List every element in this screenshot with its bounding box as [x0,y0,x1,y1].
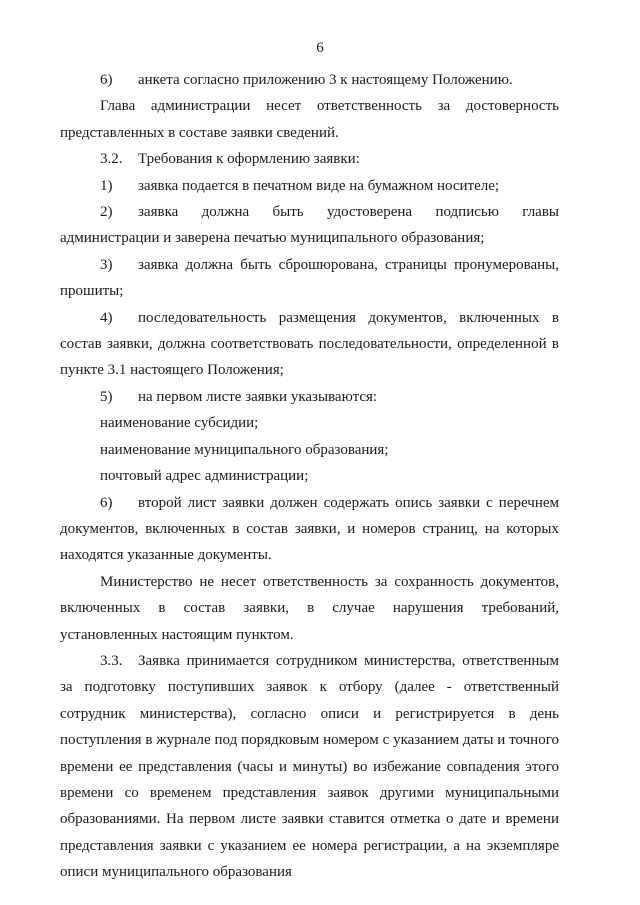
list-line: почтовый адрес администрации; [100,468,309,485]
paragraph-item-2 [60,199,559,252]
section-text: Заявка принимается сотрудником министерства, ответственным за подготовку поступивших заявок к отбору (далее - ответственный сотрудник министерства), согласно описи и регистрируется в день поступления в журнале под порядковым номером с указанием даты и точного времени ее представления (часы и минуты) во избежание совпадения этого времени со временем представления заявок другими муниципальными образованиями. На первом листе заявки ставится отметка о дате и времени представления заявки с указанием ее номера регистрации, а на экземпляре описи муниципального образования [60,652,559,881]
paragraph-item-3 [60,252,559,305]
paragraph-item-5 [60,384,559,410]
paragraph-subsidy-name [60,410,559,436]
item-text: второй лист заявки должен содержать опись заявки с перечнем документов, включенных в состав заявки, и номеров страниц, на которых находятся указанные документы. [60,494,559,564]
paragraph-postal-address [60,463,559,489]
paragraph-item-6-anketa [60,67,559,93]
paragraph-section-3-2 [60,146,559,172]
paragraph-section-3-3 [60,648,559,886]
item-number: 6) [100,72,113,88]
item-text: на первом листе заявки указываются: [138,388,378,405]
item-number: 4) [100,309,113,326]
section-text: Требования к оформлению заявки: [138,151,360,168]
item-text: заявка должна быть сброшюрована, страницы пронумерованы, прошиты; [60,256,559,300]
item-text: заявка должна быть удостоверена подписью главы администрации и заверена печатью муниципального образования; [60,204,559,247]
paragraph-text: Глава администрации несет ответственность за достоверность представленных в составе заявки сведений. [60,98,559,141]
paragraph-municipality-name [60,437,559,463]
item-number: 1) [100,177,113,194]
item-text: последовательность размещения документов, включенных в состав заявки, должна соответствовать последовательности, определенной в пункте 3.1 настоящего Положения; [60,309,559,379]
paragraph-item-6-second-sheet [60,490,559,569]
item-text: анкета согласно приложению 3 к настоящему Положению. [138,72,513,88]
section-number: 3.2. [100,151,123,168]
item-number: 3) [100,256,113,273]
paragraph-responsibility [60,93,559,146]
document-body [60,67,559,886]
list-line: наименование муниципального образования; [100,441,389,458]
item-number: 6) [100,494,113,511]
item-number: 2) [100,204,113,221]
page-number: 6 [316,40,324,56]
paragraph-item-4 [60,305,559,384]
list-line: наименование субсидии; [100,415,259,432]
section-number: 3.3. [100,652,123,669]
paragraph-ministry-responsibility [60,569,559,648]
paragraph-text: Министерство не несет ответственность за сохранность документов, включенных в состав заявки, в случае нарушения требований, установленных настоящим пунктом. [60,573,559,643]
paragraph-item-1 [60,173,559,199]
item-text: заявка подается в печатном виде на бумажном носителе; [138,177,500,194]
item-number: 5) [100,388,113,405]
